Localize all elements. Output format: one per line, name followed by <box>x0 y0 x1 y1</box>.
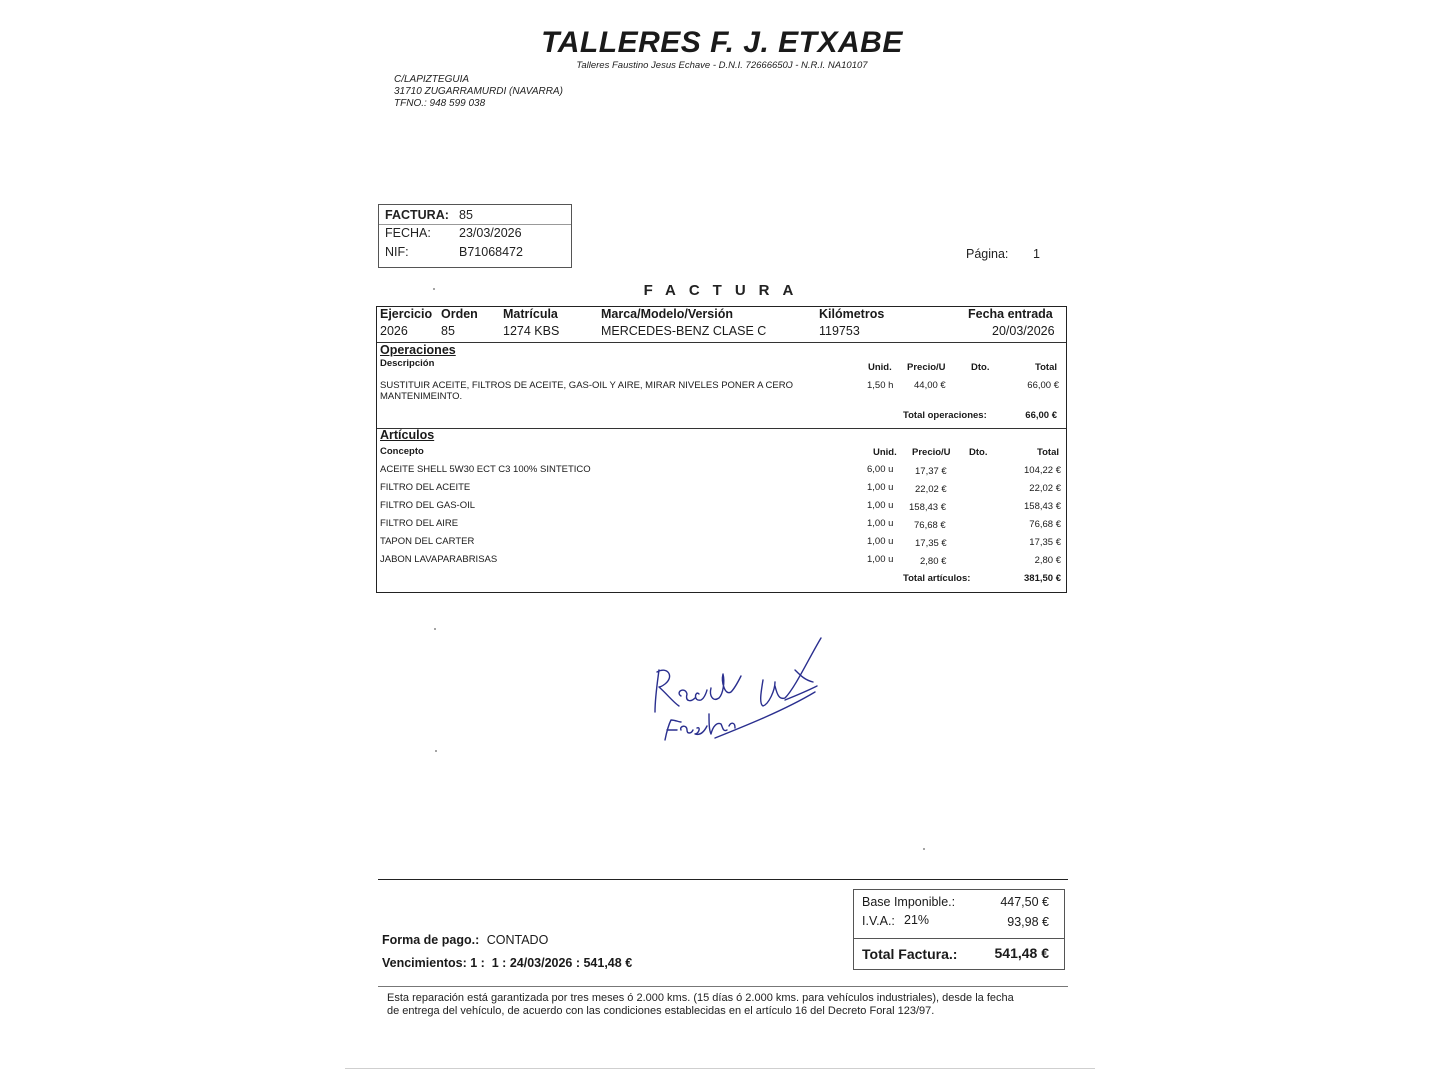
value-marca: MERCEDES-BENZ CLASE C <box>601 324 767 338</box>
value-ejercicio: 2026 <box>380 324 408 338</box>
article-precio: 22,02 € <box>915 484 947 495</box>
article-total: 22,02 € <box>1029 483 1061 494</box>
invoice-nif: B71068472 <box>459 245 523 259</box>
article-concept: FILTRO DEL GAS-OIL <box>380 500 476 511</box>
article-unid: 6,00 u <box>867 464 894 475</box>
invoice-number: 85 <box>459 208 473 222</box>
scan-speck <box>433 288 435 290</box>
articles-header-precio: Precio/U <box>912 447 951 458</box>
article-unid: 1,00 u <box>867 500 894 511</box>
operation-total: 66,00 € <box>1027 380 1059 391</box>
article-unid: 1,00 u <box>867 518 894 529</box>
payment-method-row <box>382 933 548 947</box>
invoice-date-row <box>385 226 522 240</box>
article-precio: 17,37 € <box>915 466 947 477</box>
article-unid: 1,00 u <box>867 482 894 493</box>
totals-box <box>853 889 1065 970</box>
disclaimer-line: Esta reparación está garantizada por tres meses ó 2.000 kms. (15 días ó 2.000 kms. para vehículos industriales), desde la fecha <box>387 992 1014 1004</box>
value-fecha-entrada: 20/03/2026 <box>992 324 1055 338</box>
divider <box>379 224 571 225</box>
iva-amount: 93,98 € <box>1007 915 1049 929</box>
payment-method-label: Forma de pago.: <box>382 933 480 947</box>
company-name: TALLERES F. J. ETXABE <box>541 26 903 59</box>
value-kilometros: 119753 <box>819 324 860 338</box>
article-precio: 76,68 € <box>914 520 946 531</box>
article-concept: JABON LAVAPARABRISAS <box>380 554 498 565</box>
scan-speck <box>923 848 925 850</box>
handwritten-signature <box>645 630 835 750</box>
disclaimer-divider <box>378 986 1068 987</box>
articles-title: Artículos <box>380 428 435 442</box>
article-total: 104,22 € <box>1024 465 1061 476</box>
footer-divider <box>378 879 1068 880</box>
total-invoice-label: Total Factura.: <box>862 946 958 962</box>
disclaimer-line: de entrega del vehículo, de acuerdo con las condiciones establecidas en el artículo 16 del Decreto Foral 123/97. <box>387 1005 935 1017</box>
header-kilometros: Kilómetros <box>819 307 885 321</box>
articles-header-total: Total <box>1037 447 1059 458</box>
address-city: 31710 ZUGARRAMURDI (NAVARRA) <box>394 86 563 97</box>
page-edge-line <box>345 1068 1095 1069</box>
address-phone: TFNO.: 948 599 038 <box>394 98 486 109</box>
invoice-date: 23/03/2026 <box>459 226 522 240</box>
header-marca: Marca/Modelo/Versión <box>601 307 733 321</box>
article-total: 17,35 € <box>1029 537 1061 548</box>
header-orden: Orden <box>441 307 478 321</box>
iva-rate: 21% <box>904 913 930 927</box>
operation-unid: 1,50 h <box>867 380 894 391</box>
article-unid: 1,00 u <box>867 536 894 547</box>
value-orden: 85 <box>441 324 455 338</box>
operations-header-unid: Unid. <box>868 362 892 373</box>
divider <box>377 428 1066 429</box>
base-amount: 447,50 € <box>1000 895 1049 909</box>
article-total: 76,68 € <box>1029 519 1061 530</box>
article-precio: 17,35 € <box>915 538 947 549</box>
invoice-table <box>376 306 1067 593</box>
operations-header-total: Total <box>1035 362 1057 373</box>
operations-header-dto: Dto. <box>971 362 990 373</box>
divider <box>854 938 1064 939</box>
warranty-disclaimer <box>387 992 1067 1018</box>
iva-label: I.V.A.: <box>862 914 895 928</box>
value-matricula: 1274 KBS <box>503 324 560 338</box>
articles-header-unid: Unid. <box>873 447 897 458</box>
document-title: FACTURA <box>643 282 807 299</box>
scan-speck <box>435 750 437 752</box>
article-total: 2,80 € <box>1034 555 1061 566</box>
articles-header-concept: Concepto <box>380 446 424 457</box>
invoice-number-label: FACTURA: <box>385 208 449 222</box>
articles-total: 381,50 € <box>1024 573 1061 584</box>
invoice-nif-label: NIF: <box>385 245 409 259</box>
invoice-date-label: FECHA: <box>385 226 431 240</box>
article-concept: FILTRO DEL ACEITE <box>380 482 471 493</box>
payment-method: CONTADO <box>486 933 549 947</box>
article-total: 158,43 € <box>1024 501 1061 512</box>
page-number: 1 <box>1033 247 1040 261</box>
operation-desc-line1: SUSTITUIR ACEITE, FILTROS DE ACEITE, GAS-OIL Y AIRE, MIRAR NIVELES PONER A CERO <box>380 380 793 391</box>
article-concept: TAPON DEL CARTER <box>380 536 475 547</box>
article-concept: FILTRO DEL AIRE <box>380 518 459 529</box>
article-precio: 2,80 € <box>920 556 947 567</box>
operations-title: Operaciones <box>380 343 456 357</box>
invoice-number-row <box>385 208 473 222</box>
operation-precio: 44,00 € <box>914 380 946 391</box>
operation-desc-line2: MANTENIMEINTO. <box>380 391 463 402</box>
operations-header-desc: Descripción <box>380 358 435 369</box>
total-invoice-amount: 541,48 € <box>994 945 1049 961</box>
article-concept: ACEITE SHELL 5W30 ECT C3 100% SINTETICO <box>380 464 591 475</box>
articles-header-dto: Dto. <box>969 447 988 458</box>
address-street: C/LAPIZTEGUIA <box>394 74 470 85</box>
scan-speck <box>434 628 436 630</box>
company-subtitle: Talleres Faustino Jesus Echave - D.N.I. 72666650J - N.R.I. NA10107 <box>576 60 868 71</box>
base-label: Base Imponible.: <box>862 895 956 909</box>
operations-header-precio: Precio/U <box>907 362 946 373</box>
header-matricula: Matrícula <box>503 307 558 321</box>
article-precio: 158,43 € <box>909 502 946 513</box>
invoice-info-box <box>378 204 572 268</box>
header-fecha-entrada: Fecha entrada <box>968 307 1053 321</box>
invoice-nif-row <box>385 245 523 259</box>
header-ejercicio: Ejercicio <box>380 307 433 321</box>
divider <box>377 342 1066 343</box>
due-dates: Vencimientos: 1 : 1 : 24/03/2026 : 541,48 € <box>382 956 633 970</box>
operations-total: 66,00 € <box>1025 410 1057 421</box>
article-unid: 1,00 u <box>867 554 894 565</box>
articles-total-label: Total artículos: <box>903 573 971 584</box>
company-address <box>394 74 563 110</box>
page-label: Página: <box>966 247 1009 261</box>
operations-total-label: Total operaciones: <box>903 410 987 421</box>
